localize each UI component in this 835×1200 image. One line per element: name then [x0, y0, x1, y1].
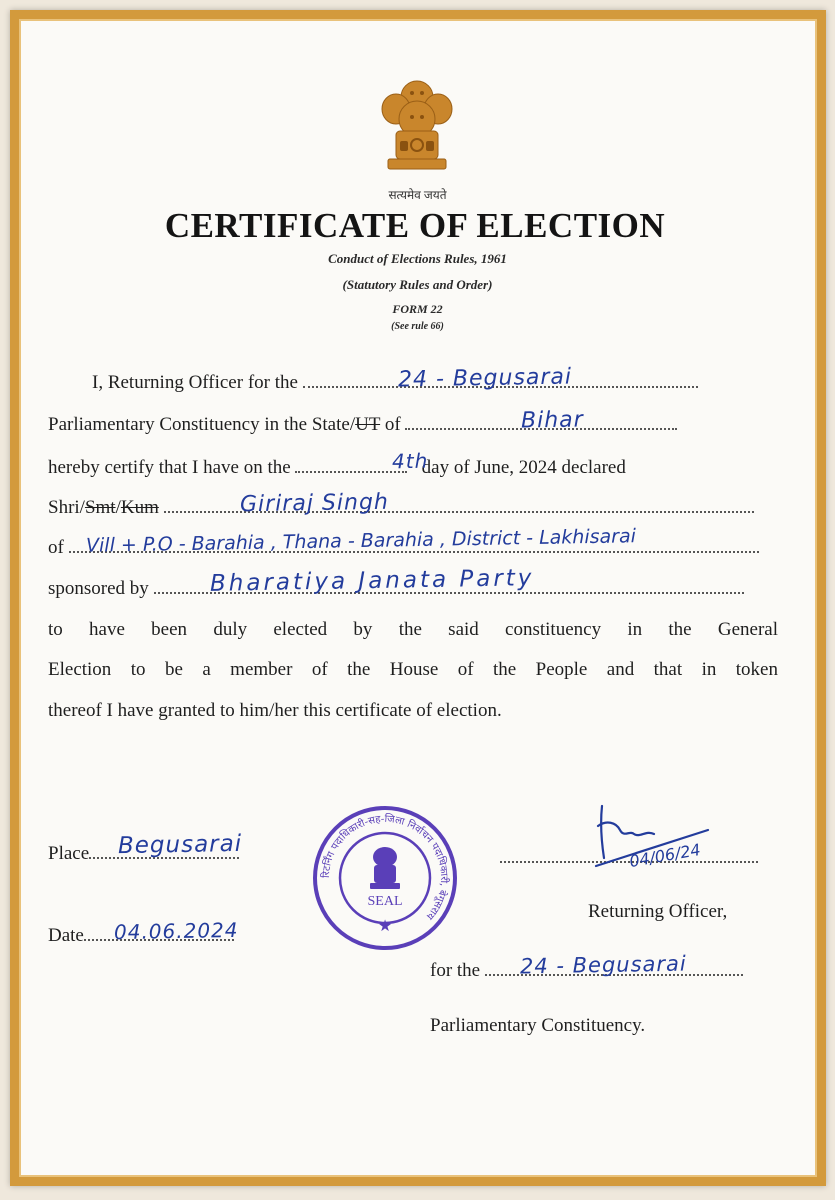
line3-prefix: hereby certify that I have on the	[48, 457, 291, 478]
line-returning-officer	[92, 372, 698, 394]
line4-prefix: Shri/	[48, 497, 85, 518]
body-para-line3: thereof I have granted to him/her this certificate of election.	[48, 700, 502, 721]
handwritten-constituency: 24 - Begusarai	[397, 364, 573, 393]
handwritten-day: 4th	[391, 448, 429, 474]
line3-suffix: day of June, 2024 declared	[421, 457, 626, 478]
line1-prefix: I, Returning Officer for the	[92, 372, 298, 393]
national-emblem-icon	[372, 75, 462, 185]
place-label: Place	[48, 843, 90, 864]
line2-suffix: of	[380, 414, 401, 435]
see-rule: (See rule 66)	[391, 321, 444, 332]
body-para-line1: to have been duly elected by the said constituency in the General	[48, 619, 778, 640]
handwritten-party: Bharatiya Janata Party	[209, 565, 535, 597]
returning-officer-label: Returning Officer,	[588, 901, 728, 922]
handwritten-address: Vill + P.O - Barahia , Thana - Barahia , District - Lakhisarai	[85, 525, 637, 557]
struck-ut: UT	[355, 414, 381, 435]
seal-ring-text: रिटर्निंग पदाधिकारी-सह-जिला निर्वाचन पदाधिकारी, बेगूसराय	[320, 813, 450, 922]
seal-center-label: SEAL	[367, 894, 403, 909]
line6-prefix: sponsored by	[48, 578, 149, 599]
line4-slash: /	[115, 497, 121, 518]
dotted-fill	[295, 470, 407, 473]
handwritten-name: Giriraj Singh	[239, 489, 390, 518]
handwritten-date: 04.06.2024	[113, 917, 239, 945]
emblem-motto: सत्यमेव जयते	[388, 188, 447, 202]
rules-subtitle: Conduct of Elections Rules, 1961	[328, 251, 507, 266]
struck-kum: Kum	[120, 497, 159, 518]
certificate-title: CERTIFICATE OF ELECTION	[164, 206, 666, 245]
date-label: Date	[48, 925, 84, 946]
line5-prefix: of	[48, 537, 64, 558]
body-para-line2: Election to be a member of the House of the People and that in token	[48, 659, 778, 680]
for-the-label: for the	[430, 960, 481, 981]
official-seal-stamp	[312, 805, 458, 951]
form-number: FORM 22	[392, 302, 443, 316]
handwritten-place: Begusarai	[117, 830, 243, 860]
parliamentary-constituency-label: Parliamentary Constituency.	[430, 1015, 646, 1036]
handwritten-for-constituency: 24 - Begusarai	[519, 951, 687, 979]
struck-smt: Smt	[84, 497, 116, 518]
line2-prefix: Parliamentary Constituency in the State/	[48, 414, 356, 435]
handwritten-state: Bihar	[520, 407, 584, 434]
line-date-declared	[48, 457, 626, 479]
statutory-subtitle: (Statutory Rules and Order)	[342, 277, 493, 292]
line-name	[48, 497, 754, 519]
seal-star-icon: ★	[377, 916, 393, 935]
handwritten-signature-date: 04/06/24	[627, 839, 702, 872]
